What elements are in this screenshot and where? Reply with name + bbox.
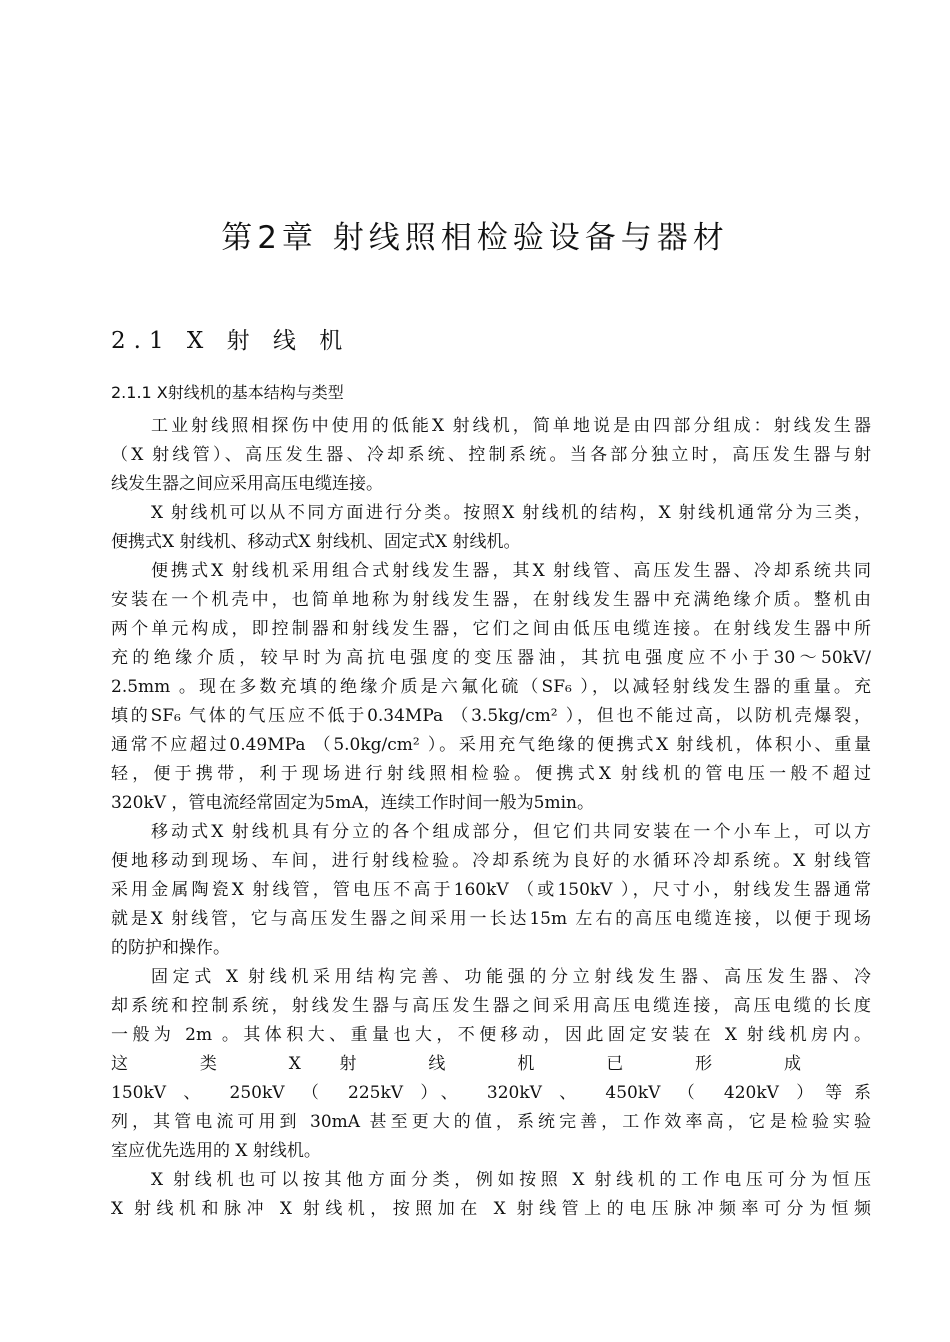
body-text-line: （X 射线管）、高压发生器、冷却系统、控制系统。当各部分独立时，高压发生器与射 — [111, 445, 871, 465]
body-text-line: 一般为 2m 。其体积大、重量也大，不便移动，因此固定安装在 X 射线机房内。 — [111, 1025, 871, 1045]
body-text-line: 轻，便于携带，利于现场进行射线照相检验。便携式X 射线机的管电压一般不超过 — [111, 764, 871, 784]
body-text-line: 采用金属陶瓷X 射线管，管电压不高于160kV （或150kV ），尺寸小，射线发生器通常 — [111, 880, 871, 900]
body-text-line: 150kV 、 250kV （ 225kV ）、 320kV 、 450kV （ 420kV ）等系 — [111, 1083, 871, 1103]
body-text-line: 便携式X 射线机、移动式X 射线机、固定式X 射线机。 — [111, 532, 521, 552]
body-text-line: 却系统和控制系统，射线发生器与高压发生器之间采用高压电缆连接，高压电缆的长度 — [111, 996, 871, 1016]
body-text-line: X 射线机和脉冲 X 射线机，按照加在 X 射线管上的电压脉冲频率可分为恒频 — [111, 1199, 871, 1219]
body-text-line: 320kV ，管电流经常固定为5mA，连续工作时间一般为5min。 — [111, 793, 594, 813]
body-text-line: 室应优先选用的 X 射线机。 — [111, 1141, 321, 1161]
subsection-title: 2.1.1 X射线机的基本结构与类型 — [111, 383, 344, 402]
body-text-line: 工业射线照相探伤中使用的低能X 射线机，简单地说是由四部分组成：射线发生器 — [151, 416, 871, 436]
body-text-line: 就是X 射线管，它与高压发生器之间采用一长达15m 左右的高压电缆连接，以便于现场 — [111, 909, 871, 929]
body-text-line: 安装在一个机壳中，也简单地称为射线发生器，在射线发生器中充满绝缘介质。整机由 — [111, 590, 871, 610]
section-title: 2.1 X 射 线 机 — [111, 328, 351, 354]
body-text-line: 通常不应超过0.49MPa （5.0kg/cm² ）。采用充气绝缘的便携式X 射线机，体积小、重量 — [111, 735, 871, 755]
body-text-line: 两个单元构成，即控制器和射线发生器，它们之间由低压电缆连接。在射线发生器中所 — [111, 619, 871, 639]
body-text-line: 线发生器之间应采用高压电缆连接。 — [111, 474, 383, 494]
body-text-line: 固定式 X 射线机采用结构完善、功能强的分立射线发生器、高压发生器、冷 — [151, 967, 871, 987]
body-text-line: X 射线机也可以按其他方面分类，例如按照 X 射线机的工作电压可分为恒压 — [151, 1170, 871, 1190]
body-text-line: 2.5mm 。现在多数充填的绝缘介质是六氟化硫（SF₆ ），以减轻射线发生器的重量。充 — [111, 677, 871, 697]
body-text-line: 移动式X 射线机具有分立的各个组成部分，但它们共同安装在一个小车上，可以方 — [151, 822, 871, 842]
body-text-line: 填的SF₆ 气体的气压应不低于0.34MPa （3.5kg/cm² ），但也不能过高，以防机壳爆裂， — [111, 706, 871, 726]
body-text-line: 便携式X 射线机采用组合式射线发生器，其X 射线管、高压发生器、冷却系统共同 — [151, 561, 871, 581]
chapter-title: 第2章 射线照相检验设备与器材 — [221, 220, 729, 256]
body-text-line: 的防护和操作。 — [111, 938, 230, 958]
body-text-line: 这 类 X 射 线 机 已 形 成 — [111, 1054, 801, 1074]
body-text-line: 充的绝缘介质，较早时为高抗电强度的变压器油，其抗电强度应不小于30～50kV/ — [111, 648, 871, 668]
body-text-line: 列，其管电流可用到 30mA 甚至更大的值，系统完善，工作效率高，它是检验实验 — [111, 1112, 871, 1132]
body-text-line: 便地移动到现场、车间，进行射线检验。冷却系统为良好的水循环冷却系统。X 射线管 — [111, 851, 871, 871]
body-text-line: X 射线机可以从不同方面进行分类。按照X 射线机的结构，X 射线机通常分为三类， — [151, 503, 871, 523]
